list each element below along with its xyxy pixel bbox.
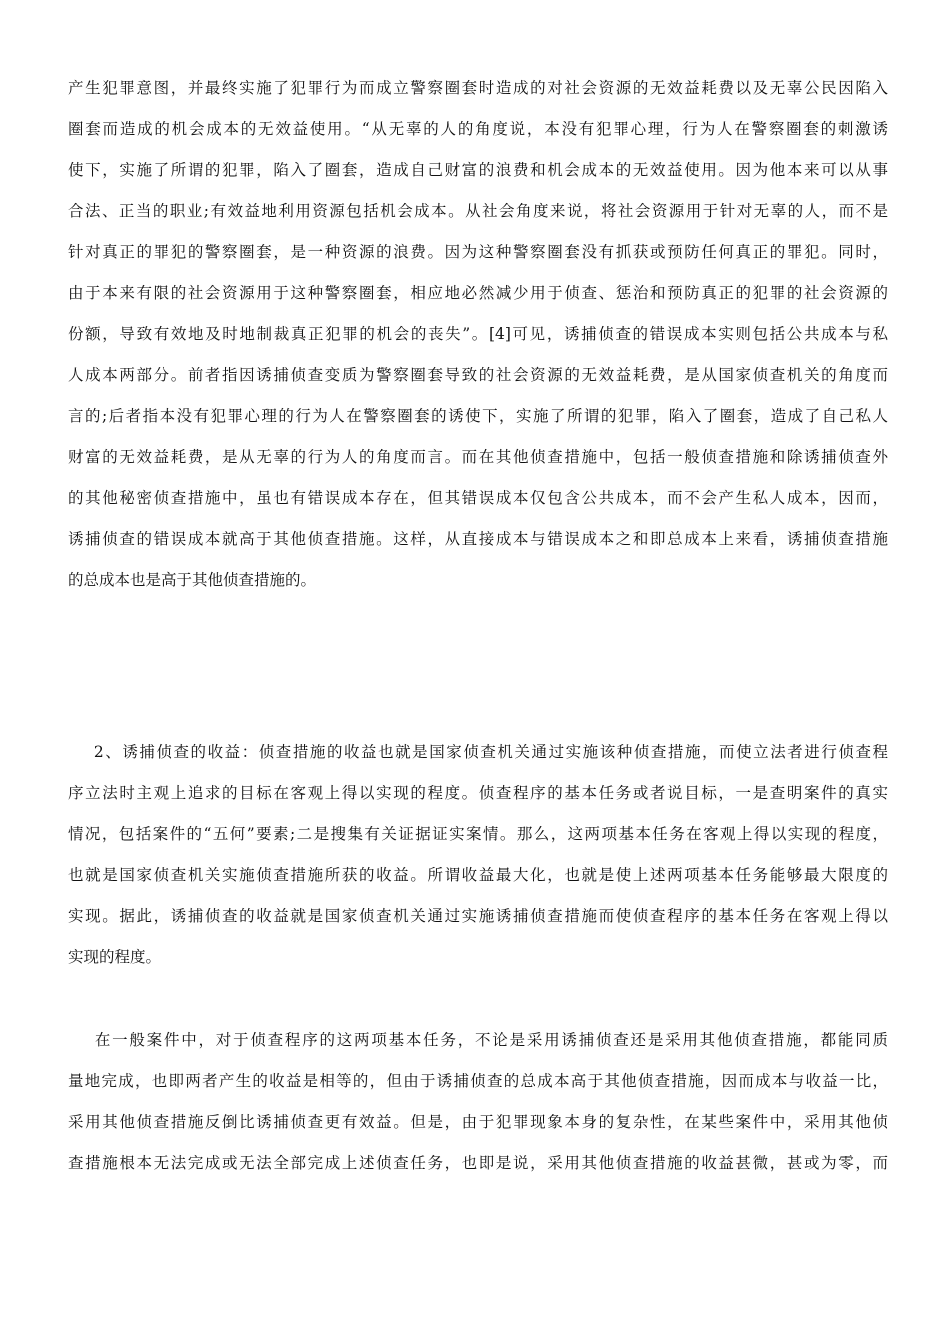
paragraph-benefit-section bbox=[68, 742, 888, 988]
text-line: 情况，包括案件的“五何”要素;二是搜集有关证据证实案情。那么，这两项基本任务在客观上得以实现的程度， bbox=[68, 825, 888, 843]
text-line: 2、诱捕侦查的收益：侦查措施的收益也就是国家侦查机关通过实施该种侦查措施，而使立法者进行侦查程 bbox=[68, 743, 888, 761]
text-line: 圈套而造成的机会成本的无效益使用。“从无辜的人的角度说，本没有犯罪心理，行为人在警察圈套的刺激诱 bbox=[68, 120, 888, 138]
text-line: 量地完成，也即两者产生的收益是相等的，但由于诱捕侦查的总成本高于其他侦查措施，因而成本与收益一比， bbox=[68, 1072, 888, 1090]
text-line: 针对真正的罪犯的警察圈套，是一种资源的浪费。因为这种警察圈套没有抓获或预防任何真正的罪犯。同时， bbox=[68, 243, 888, 261]
paragraph-general-cases bbox=[68, 1030, 888, 1194]
text-line: 合法、正当的职业;有效益地利用资源包括机会成本。从社会角度来说，将社会资源用于针对无辜的人，而不是 bbox=[68, 202, 888, 220]
text-line: 采用其他侦查措施反倒比诱捕侦查更有效益。但是，由于犯罪现象本身的复杂性，在某些案件中，采用其他侦 bbox=[68, 1113, 888, 1131]
text-line: 份额，导致有效地及时地制裁真正犯罪的机会的丧失”。[4]可见，诱捕侦查的错误成本实则包括公共成本与私 bbox=[68, 325, 888, 343]
text-line: 财富的无效益耗费，是从无辜的行为人的角度而言。而在其他侦查措施中，包括一般侦查措施和除诱捕侦查外 bbox=[68, 448, 888, 466]
text-line: 在一般案件中，对于侦查程序的这两项基本任务，不论是采用诱捕侦查还是采用其他侦查措施，都能同质 bbox=[68, 1031, 888, 1049]
text-line: 诱捕侦查的错误成本就高于其他侦查措施。这样，从直接成本与错误成本之和即总成本上来看，诱捕侦查措施 bbox=[68, 530, 888, 548]
text-line: 的其他秘密侦查措施中，虽也有错误成本存在，但其错误成本仅包含公共成本，而不会产生私人成本，因而， bbox=[68, 489, 888, 507]
text-line: 人成本两部分。前者指因诱捕侦查变质为警察圈套导致的社会资源的无效益耗费，是从国家侦查机关的角度而 bbox=[68, 366, 888, 384]
text-line: 言的;后者指本没有犯罪心理的行为人在警察圈套的诱使下，实施了所谓的犯罪，陷入了圈套，造成了自己私人 bbox=[68, 407, 888, 425]
text-line: 序立法时主观上追求的目标在客观上得以实现的程度。侦查程序的基本任务或者说目标，一是查明案件的真实 bbox=[68, 784, 888, 802]
text-line: 查措施根本无法完成或无法全部完成上述侦查任务，也即是说，采用其他侦查措施的收益甚微，甚或为零，而 bbox=[68, 1154, 888, 1172]
text-line: 实现。据此，诱捕侦查的收益就是国家侦查机关通过实施诱捕侦查措施而使侦查程序的基本任务在客观上得以 bbox=[68, 907, 888, 925]
text-line: 也就是国家侦查机关实施侦查措施所获的收益。所谓收益最大化，也就是使上述两项基本任务能够最大限度的 bbox=[68, 866, 888, 884]
text-line: 的总成本也是高于其他侦查措施的。 bbox=[68, 571, 317, 589]
text-line: 由于本来有限的社会资源用于这种警察圈套，相应地必然减少用于侦查、惩治和预防真正的犯罪的社会资源的 bbox=[68, 284, 888, 302]
paragraph-cost-analysis bbox=[68, 78, 888, 611]
text-line: 产生犯罪意图，并最终实施了犯罪行为而成立警察圈套时造成的对社会资源的无效益耗费以及无辜公民因陷入 bbox=[68, 79, 888, 97]
text-line: 使下，实施了所谓的犯罪，陷入了圈套，造成自己财富的浪费和机会成本的无效益使用。因为他本来可以从事 bbox=[68, 161, 888, 179]
text-line: 实现的程度。 bbox=[68, 948, 162, 966]
